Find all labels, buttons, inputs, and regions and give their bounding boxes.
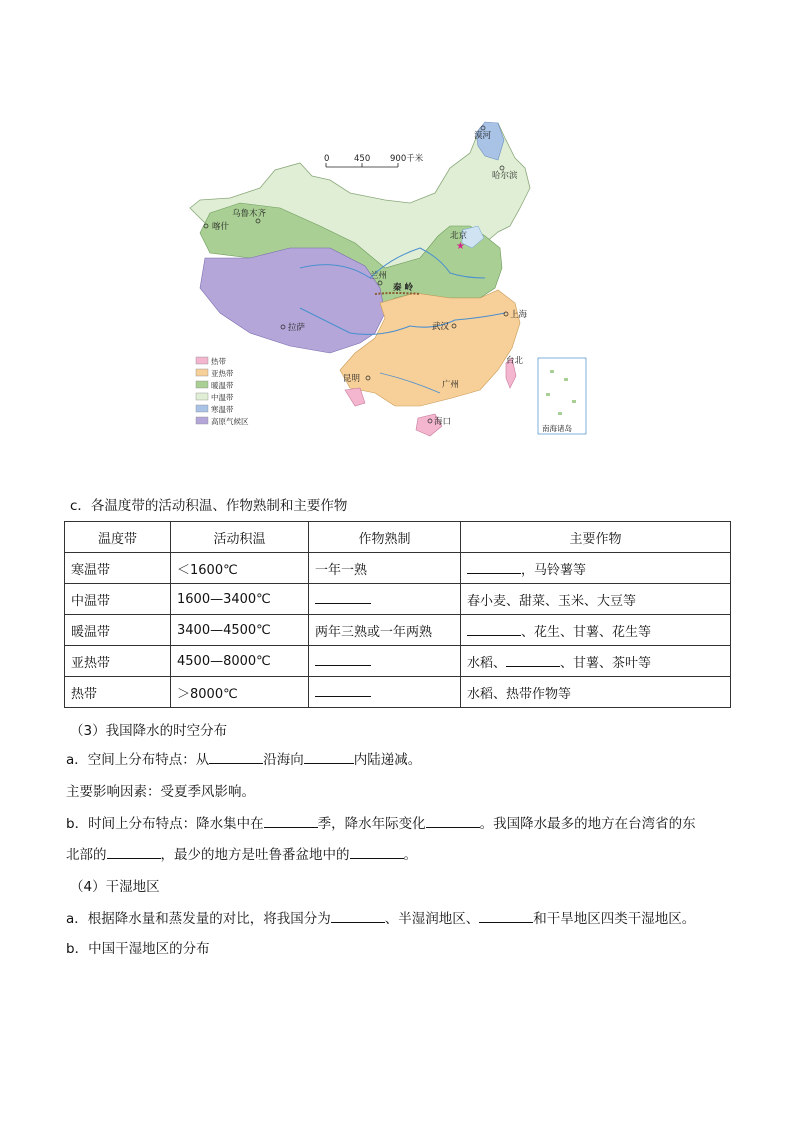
fill-blank[interactable] <box>426 815 480 828</box>
fill-blank[interactable] <box>315 653 371 666</box>
crops-text: 水稻、 <box>467 655 507 671</box>
label-shanghai: 上海 <box>510 310 528 320</box>
fill-blank[interactable] <box>350 846 404 859</box>
scale-bar <box>324 153 424 167</box>
cell-main-crops: 水稻、热带作物等 <box>461 677 731 708</box>
cell-crop-system <box>309 646 461 677</box>
legend-plateau: 高原气候区 <box>211 417 249 426</box>
capital-star-icon: ★ <box>456 241 465 252</box>
fill-blank[interactable] <box>315 684 371 697</box>
sec3-line-b: b．时间上分布特点：降水集中在 季，降水年际变化 。我国降水最多的地方在台湾省的东 <box>66 816 696 832</box>
label-lhasa: 拉萨 <box>288 323 306 333</box>
label-wuhan: 武汉 <box>432 322 450 332</box>
cell-main-crops: 春小麦、甜菜、玉米、大豆等 <box>461 584 731 615</box>
fill-blank[interactable] <box>304 751 354 764</box>
header-zone: 温度带 <box>65 522 171 553</box>
fill-blank[interactable] <box>315 591 371 604</box>
label-lanzhou: 兰州 <box>370 271 388 281</box>
sec3-line-a: a．空间上分布特点：从 沿海向 内陆递减。 <box>66 752 422 768</box>
fill-blank[interactable] <box>467 561 521 574</box>
label-south-sea: 南海诸岛 <box>542 424 572 433</box>
cell-crop-system: 两年三熟或一年两熟 <box>309 615 461 646</box>
crops-text: 、花生、甘薯、花生等 <box>521 624 652 640</box>
sec4-line-b: b．中国干湿地区的分布 <box>66 941 210 957</box>
cell-zone: 寒温带 <box>65 553 171 584</box>
cell-zone: 热带 <box>65 677 171 708</box>
table-row <box>65 615 731 646</box>
fill-blank[interactable] <box>467 623 521 636</box>
cell-zone: 中温带 <box>65 584 171 615</box>
header-crop-system: 作物熟制 <box>309 522 461 553</box>
fill-blank[interactable] <box>107 846 161 859</box>
label-harbin: 哈尔滨 <box>492 171 518 181</box>
label-qinling: 秦 岭 <box>393 283 413 293</box>
cell-crop-system <box>309 677 461 708</box>
label-guangzhou: 广州 <box>442 380 460 390</box>
sec3-factor: 主要影响因素：受夏季风影响。 <box>66 784 255 800</box>
table-row <box>65 646 731 677</box>
map-legend <box>196 356 249 426</box>
crops-text: ，马铃薯等 <box>521 562 587 578</box>
temperature-zone-table <box>64 521 731 708</box>
cell-crop-system <box>309 584 461 615</box>
fill-blank[interactable] <box>479 910 533 923</box>
cell-temp: 4500—8000℃ <box>171 646 309 677</box>
legend-subtropical: 亚热带 <box>211 369 234 378</box>
sec3-line-b2: 北部的 ，最少的地方是吐鲁番盆地中的 。 <box>66 847 417 863</box>
label-mohe: 漠河 <box>474 131 492 141</box>
cell-zone: 亚热带 <box>65 646 171 677</box>
china-temperature-zones-svg <box>180 108 592 444</box>
label-kashgar: 喀什 <box>212 222 230 232</box>
section-c-title: c．各温度带的活动积温、作物熟制和主要作物 <box>70 498 348 514</box>
fill-blank[interactable] <box>264 815 318 828</box>
table-row <box>65 677 731 708</box>
label-taipei: 台北 <box>506 356 524 366</box>
legend-warm-temperate: 暖温带 <box>211 381 234 390</box>
section-3-title: （3）我国降水的时空分布 <box>70 723 228 739</box>
cell-temp: 1600—3400℃ <box>171 584 309 615</box>
scale-end: 900千米 <box>390 154 424 164</box>
cell-crop-system: 一年一熟 <box>309 553 461 584</box>
header-main-crops: 主要作物 <box>461 522 731 553</box>
label-urumqi: 乌鲁木齐 <box>232 209 267 219</box>
label-kunming: 昆明 <box>343 374 361 384</box>
cell-temp: ＞8000℃ <box>171 677 309 708</box>
cell-zone: 暖温带 <box>65 615 171 646</box>
label-haikou: 海口 <box>434 417 452 427</box>
section-4-title: （4）干湿地区 <box>70 879 160 895</box>
crops-text: 、甘薯、茶叶等 <box>560 655 652 671</box>
cell-main-crops <box>461 646 731 677</box>
fill-blank[interactable] <box>506 654 560 667</box>
cell-main-crops <box>461 615 731 646</box>
zone-plateau <box>200 248 388 353</box>
header-temp: 活动积温 <box>171 522 309 553</box>
qinling-line <box>375 293 420 294</box>
sec4-line-a: a．根据降水量和蒸发量的对比，将我国分为 、半湿润地区、 和干旱地区四类干湿地区。 <box>66 911 696 927</box>
legend-mid-temperate: 中温带 <box>211 393 234 402</box>
temperature-zone-map <box>180 108 592 444</box>
fill-blank[interactable] <box>209 751 263 764</box>
legend-tropical: 热带 <box>211 357 226 366</box>
scale-mid: 450 <box>354 154 371 164</box>
table-row <box>65 584 731 615</box>
fill-blank[interactable] <box>331 910 385 923</box>
cell-temp: 3400—4500℃ <box>171 615 309 646</box>
table-row <box>65 553 731 584</box>
label-beijing: 北京 <box>450 231 468 241</box>
legend-cold-temperate: 寒温带 <box>211 405 234 414</box>
scale-zero: 0 <box>324 154 330 164</box>
cell-temp: ＜1600℃ <box>171 553 309 584</box>
table-header-row <box>65 522 731 553</box>
south-sea-inset <box>538 358 586 434</box>
cell-main-crops <box>461 553 731 584</box>
